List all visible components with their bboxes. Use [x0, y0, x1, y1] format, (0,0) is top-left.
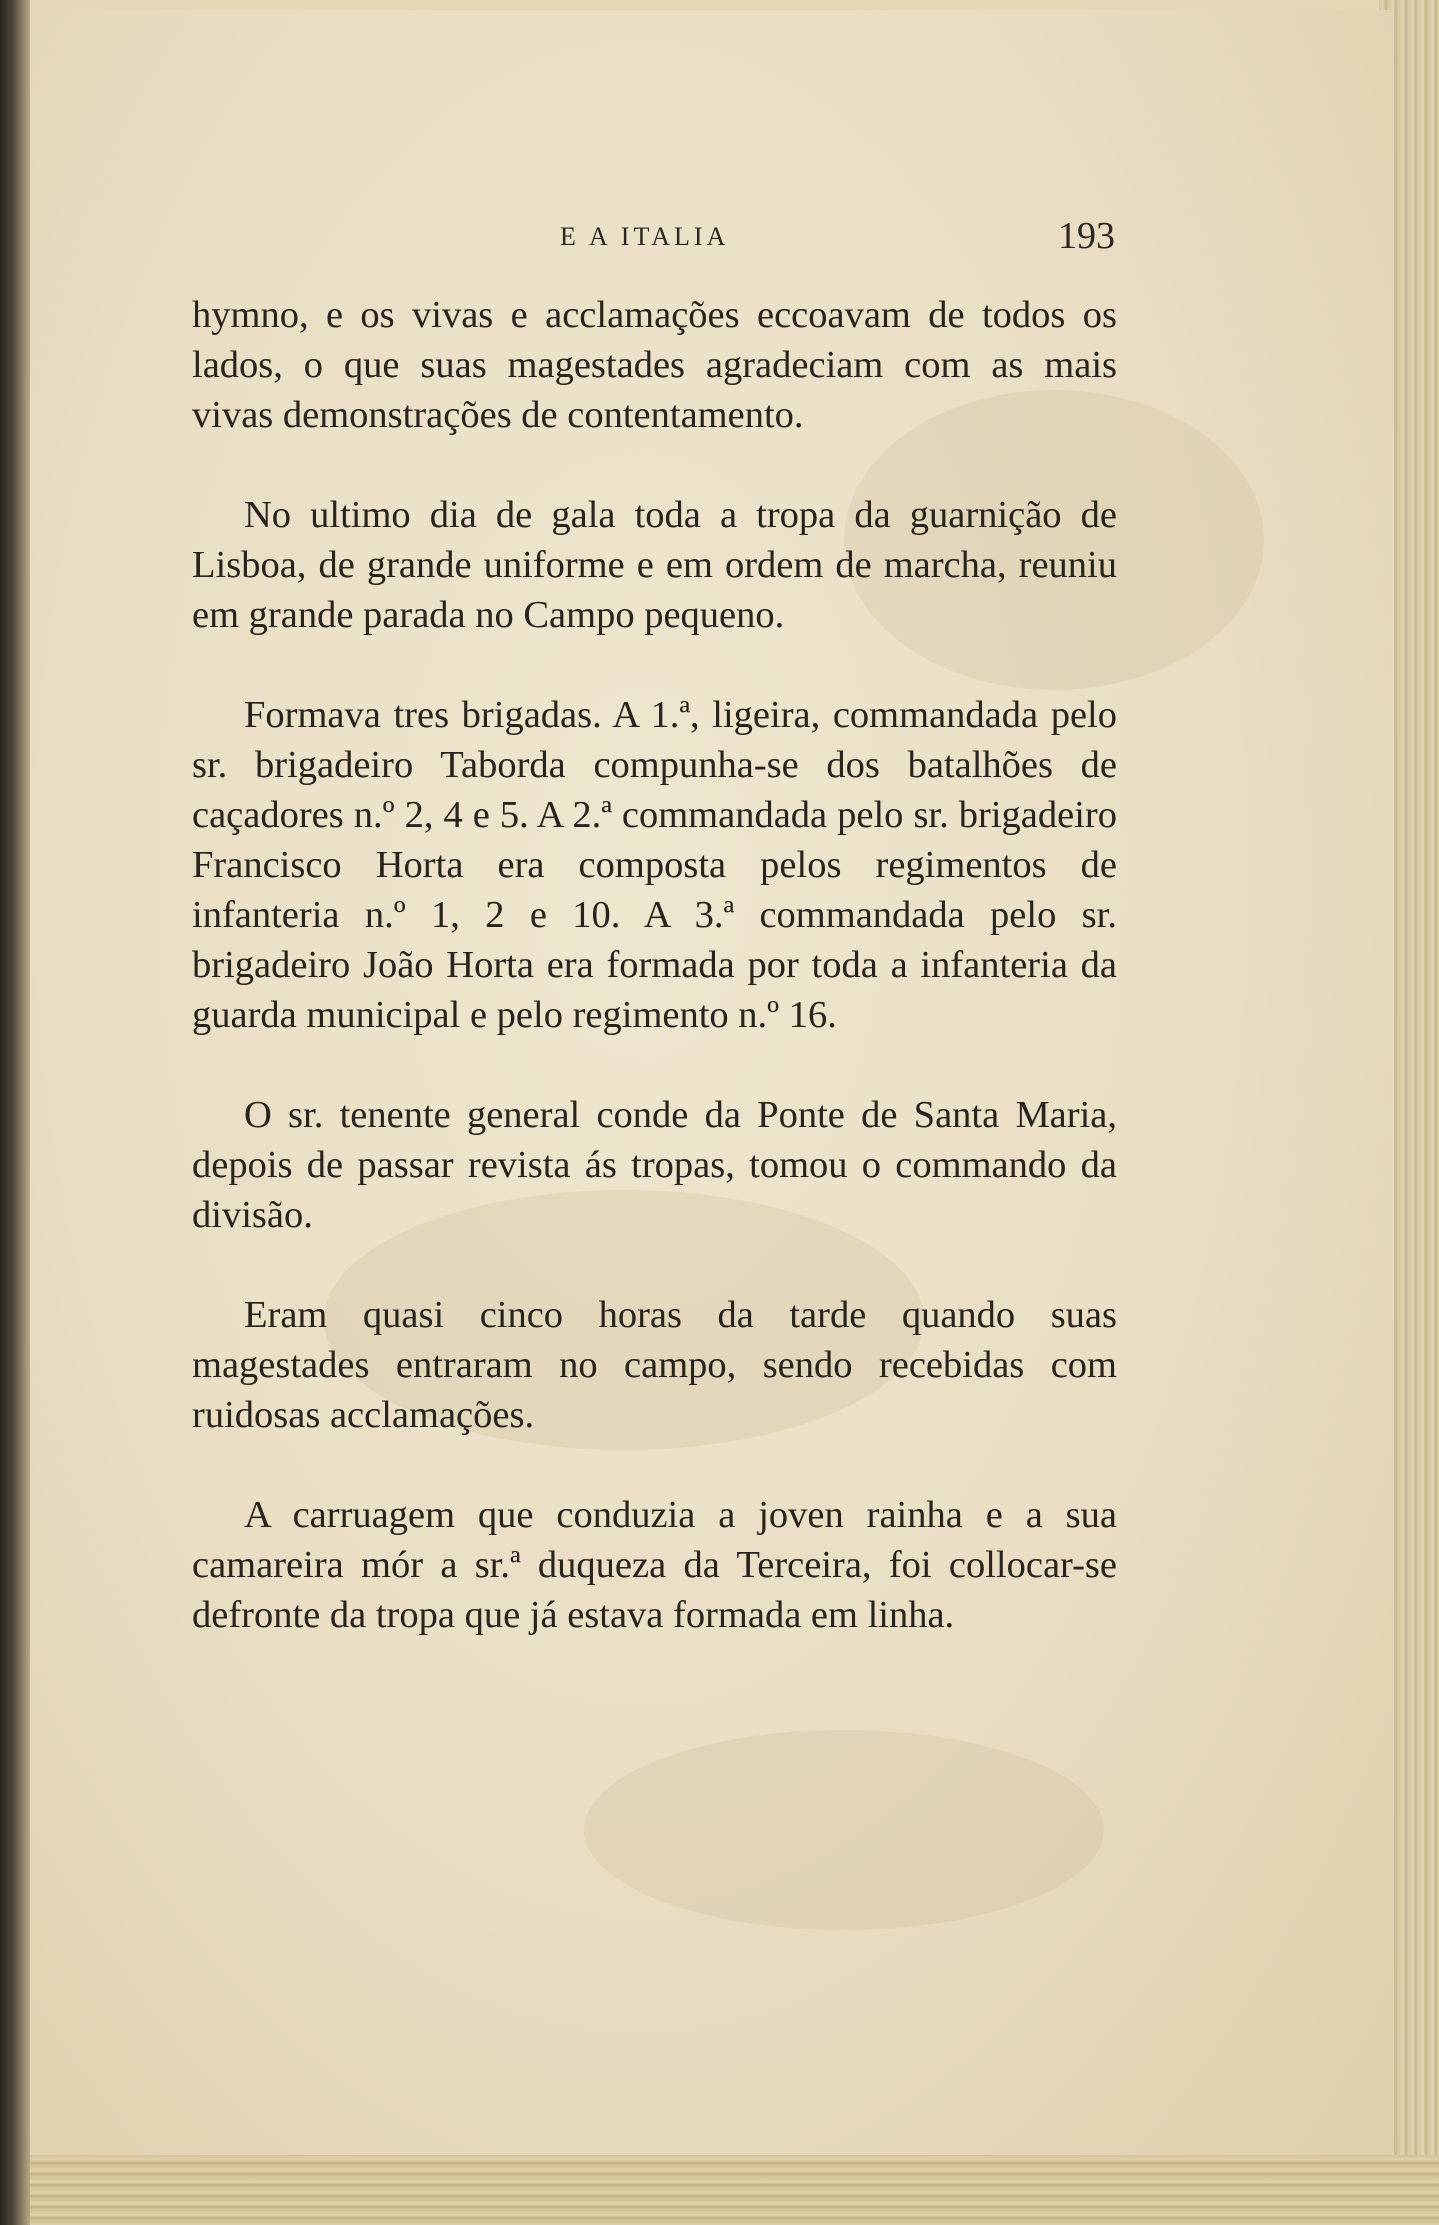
paragraph: hymno, e os vivas e acclamações eccoavam de todos os lados, o que suas magestades agradeciam com as mais vivas demonstrações de contentamento. [192, 294, 1117, 436]
running-head [200, 215, 1115, 268]
running-head-title: E A ITALIA [560, 222, 730, 251]
paragraph: A carruagem que conduzia a joven rainha e a sua camareira mór a sr.ª duqueza da Terceira, foi collocar-se defronte da tropa que já estava formada em linha. [192, 1494, 1117, 1636]
binding-shadow [0, 0, 30, 2225]
paper-stain [584, 1730, 1104, 1930]
page-stack-edge-bottom [24, 2155, 1439, 2225]
paragraph: Formava tres brigadas. A 1.ª, ligeira, commandada pelo sr. brigadeiro Taborda compunha-se dos batalhões de caçadores n.º 2, 4 e 5. A 2.ª commandada pelo sr. brigadeiro Francisco Horta era composta pelos regimentos de infanteria n.º 1, 2 e 10. A 3.ª commandada pelo sr. brigadeiro João Horta era formada por toda a infanteria da guarda municipal e pelo regimento n.º 16. [192, 694, 1117, 1036]
paragraph: No ultimo dia de gala toda a tropa da guarnição de Lisboa, de grande uniforme e em ordem de marcha, reuniu em grande parada no Campo pequeno. [192, 494, 1117, 636]
body-text [192, 290, 1117, 1690]
paragraph: O sr. tenente general conde da Ponte de Santa Maria, depois de passar revista ás tropas, tomou o commando da divisão. [192, 1094, 1117, 1236]
paragraph: Eram quasi cinco horas da tarde quando suas magestades entraram no campo, sendo recebidas com ruidosas acclamações. [192, 1294, 1117, 1436]
page-number: 193 [1058, 215, 1115, 257]
